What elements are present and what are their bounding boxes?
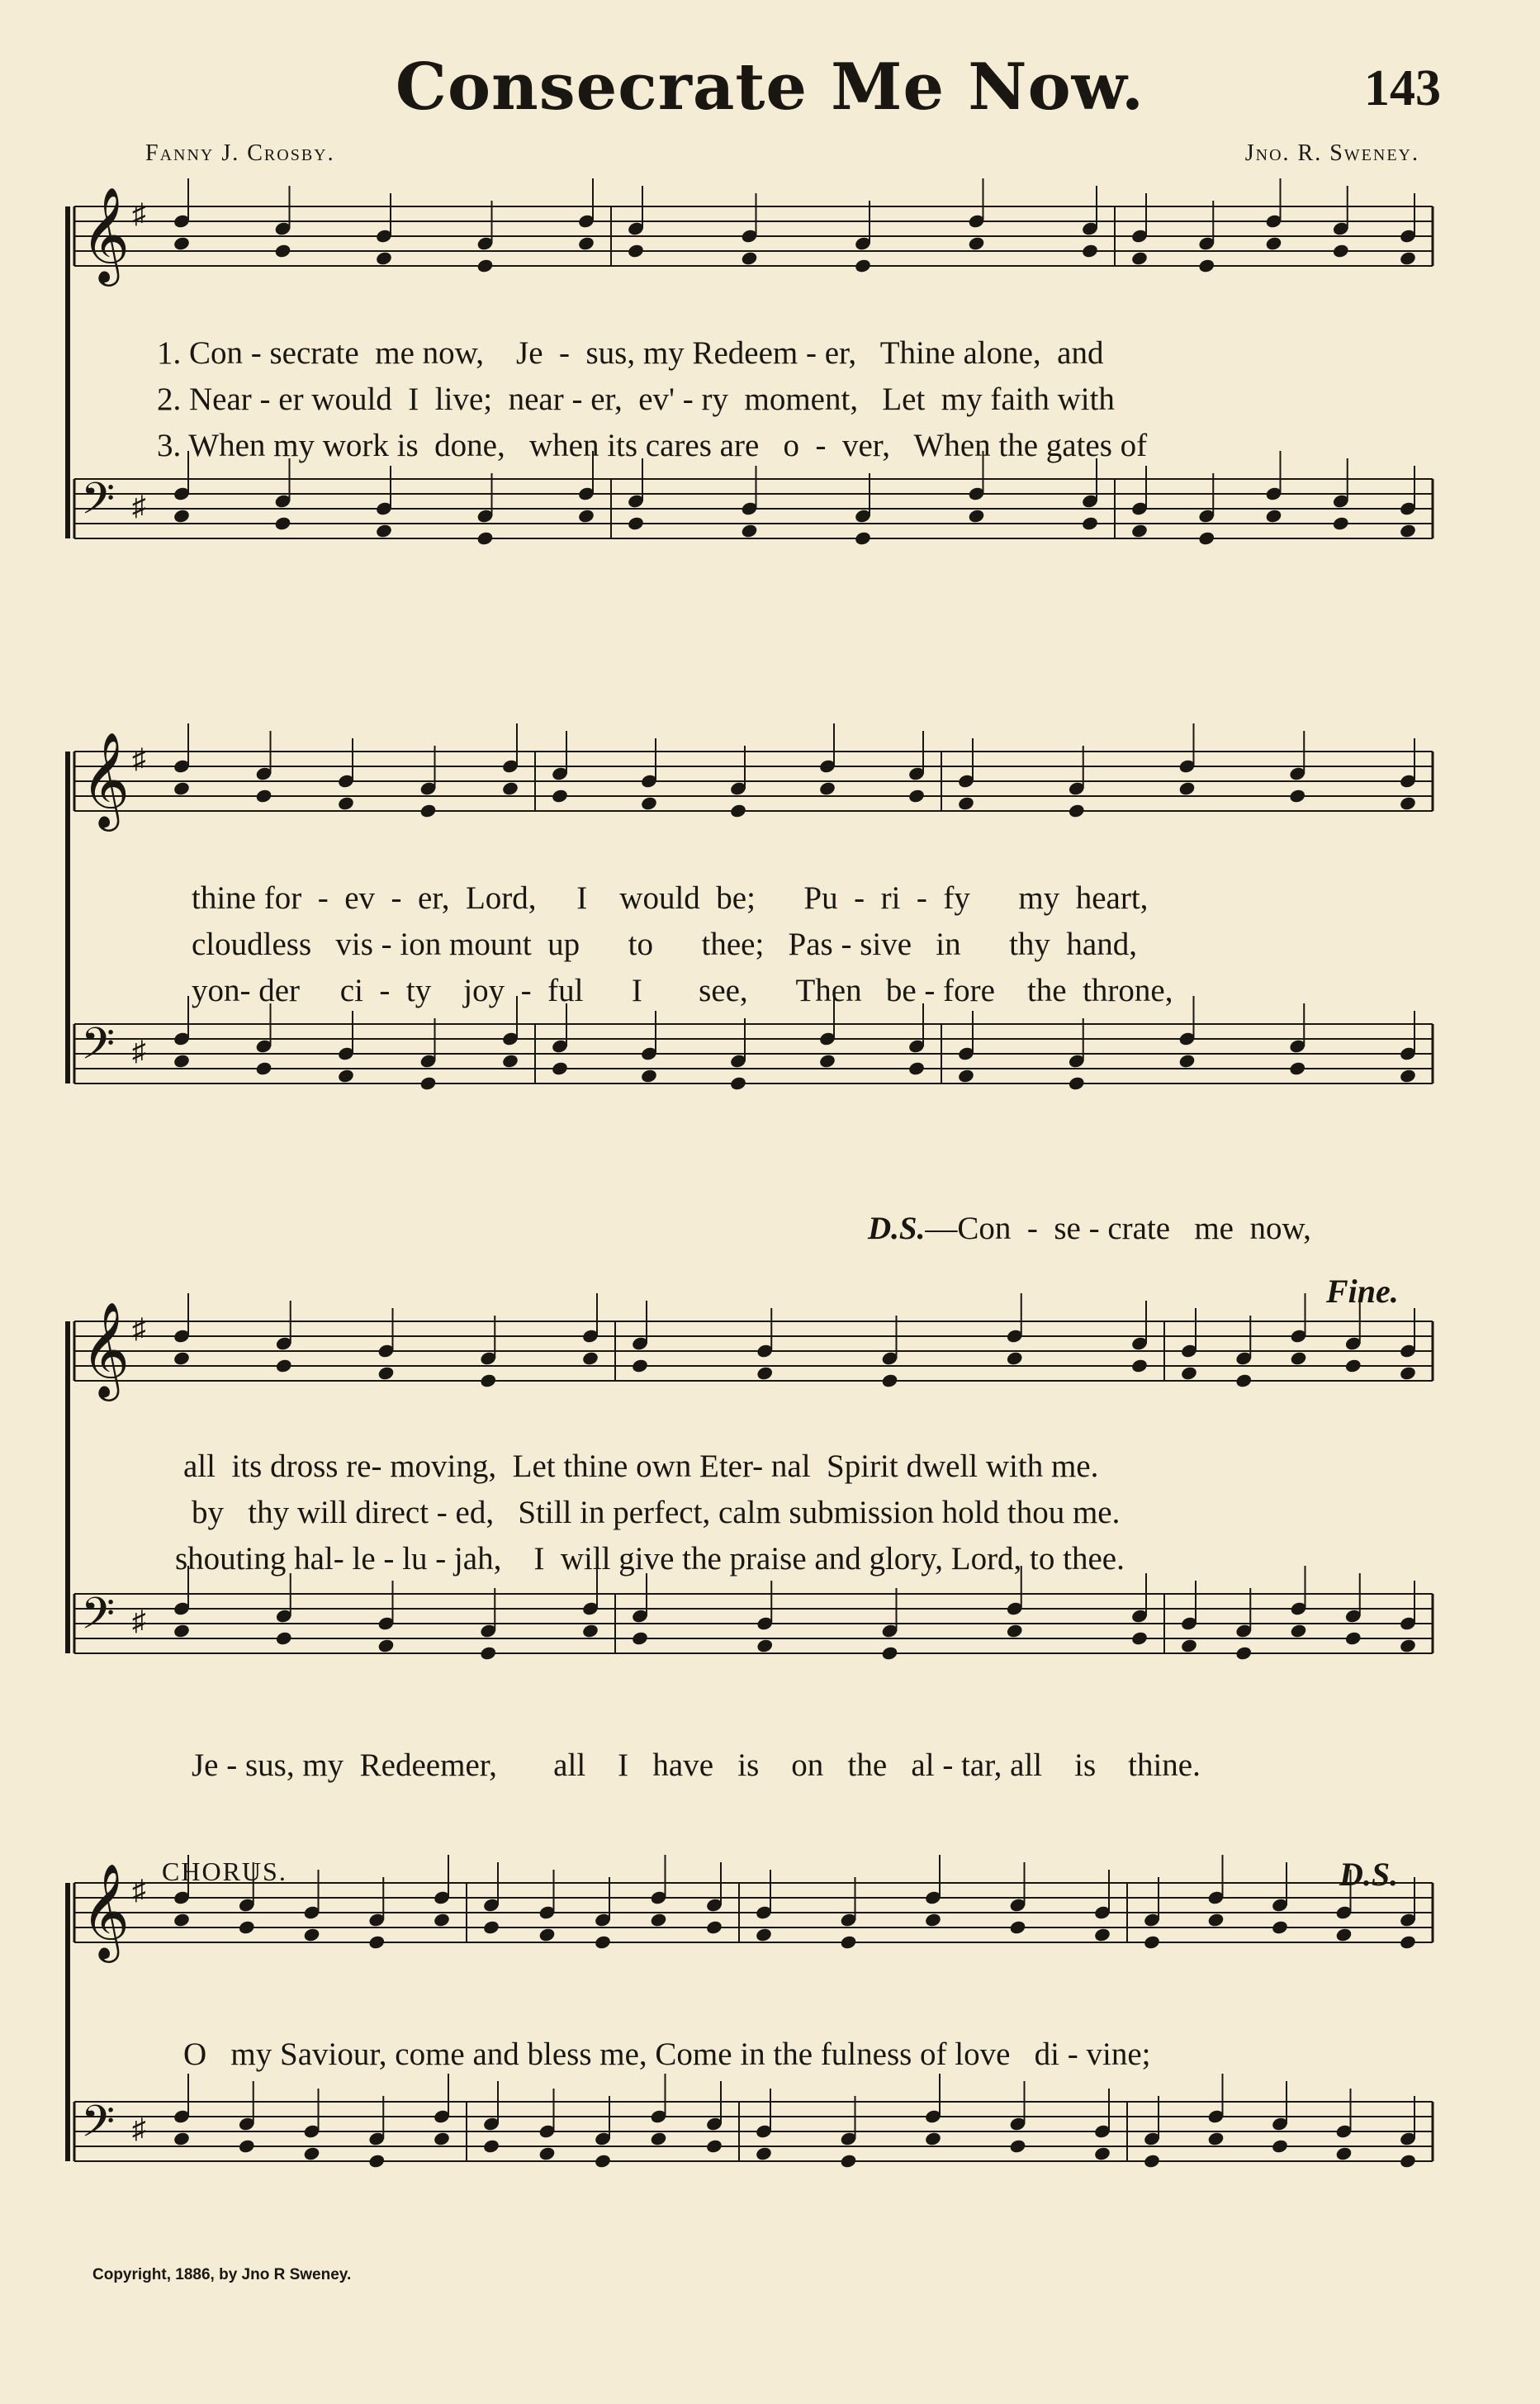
chorus-lyric-line: O my Saviour, come and bless me, Come in the fulness of love di - vine; xyxy=(183,2037,1151,2072)
ds-marking: D.S. xyxy=(1339,1856,1399,1893)
notehead xyxy=(650,2131,668,2146)
notehead xyxy=(1068,1075,1086,1091)
notehead xyxy=(1399,1638,1417,1653)
notehead xyxy=(476,258,495,273)
notehead xyxy=(1006,1623,1024,1638)
notehead xyxy=(1009,1919,1027,1935)
notehead xyxy=(650,1912,668,1927)
notehead xyxy=(741,523,759,538)
notehead xyxy=(479,1645,497,1661)
notehead xyxy=(1130,1630,1149,1646)
notehead xyxy=(476,530,495,546)
ds-text: —Con - se - crate me now, xyxy=(925,1211,1311,1246)
notehead xyxy=(1180,1365,1198,1381)
notehead xyxy=(1197,530,1215,546)
notehead xyxy=(1399,795,1417,811)
notehead xyxy=(957,1068,975,1083)
notehead xyxy=(1207,2131,1225,2146)
notehead xyxy=(755,2146,773,2161)
notehead xyxy=(741,250,759,266)
notehead xyxy=(1009,2138,1027,2154)
lyric-line-s3-v3: shouting hal- le - lu - jah, I will give the praise and glory, Lord, to thee. xyxy=(175,1541,1125,1577)
lyric-line-s1-v1: 1. Con - secrate me now, Je - sus, my Redeem - er, Thine alone, and xyxy=(157,335,1104,371)
bass-staff xyxy=(74,2074,1433,2169)
notehead xyxy=(1335,1927,1353,1942)
notehead xyxy=(631,1630,649,1646)
notehead xyxy=(968,508,986,524)
notehead xyxy=(1290,1350,1308,1366)
notehead xyxy=(705,1919,723,1935)
notehead xyxy=(1081,243,1099,258)
notehead xyxy=(538,2146,557,2161)
notehead xyxy=(367,2153,386,2169)
notehead xyxy=(337,795,355,811)
notehead xyxy=(173,1053,191,1069)
notehead xyxy=(756,1638,774,1653)
sharp-icon: ♯ xyxy=(132,2114,146,2145)
notehead xyxy=(377,1638,396,1653)
notehead xyxy=(1399,523,1417,538)
notehead xyxy=(1332,243,1350,258)
treble-staff xyxy=(74,723,1433,832)
bass-clef-icon: 𝄢 xyxy=(81,474,116,535)
notehead xyxy=(479,1373,497,1388)
notehead xyxy=(594,1934,612,1950)
notehead xyxy=(1180,1638,1198,1653)
notehead xyxy=(1130,523,1149,538)
lyric-line-s1-v2: 2. Near - er would I live; near - er, ev' - ry moment, Let my faith with xyxy=(157,382,1115,417)
notehead xyxy=(1143,1934,1161,1950)
notehead xyxy=(173,2131,191,2146)
notehead xyxy=(1234,1645,1253,1661)
notehead xyxy=(274,243,292,258)
notehead xyxy=(968,235,986,251)
notehead xyxy=(907,1060,926,1076)
notehead xyxy=(238,2138,256,2154)
notehead xyxy=(173,780,191,796)
notehead xyxy=(173,1623,191,1638)
sharp-icon: ♯ xyxy=(132,1314,146,1344)
sharp-icon: ♯ xyxy=(132,1606,146,1637)
notehead xyxy=(1178,1053,1196,1069)
bass-staff xyxy=(74,1566,1433,1662)
notehead xyxy=(1130,250,1149,266)
sharp-icon: ♯ xyxy=(132,491,146,522)
notehead xyxy=(1399,1068,1417,1083)
notehead xyxy=(1271,1919,1289,1935)
bass-clef-icon: 𝄢 xyxy=(81,2097,116,2158)
notehead xyxy=(274,515,292,531)
notehead xyxy=(375,250,393,266)
notehead xyxy=(1265,508,1283,524)
notehead xyxy=(419,1075,438,1091)
treble-staff xyxy=(74,178,1433,287)
sharp-icon: ♯ xyxy=(132,744,146,775)
notehead xyxy=(627,515,645,531)
notehead xyxy=(1130,1358,1149,1373)
notehead xyxy=(577,508,595,524)
notehead xyxy=(881,1373,899,1388)
notehead xyxy=(1335,2146,1353,2161)
notehead xyxy=(551,1060,569,1076)
notehead xyxy=(1290,1623,1308,1638)
notehead xyxy=(303,1927,321,1942)
notehead xyxy=(729,1075,747,1091)
lyric-line-s1-v3: 3. When my work is done, when its cares are o - ver, When the gates of xyxy=(157,428,1148,463)
notehead xyxy=(631,1358,649,1373)
notehead xyxy=(1081,515,1099,531)
notehead xyxy=(275,1358,293,1373)
notehead xyxy=(924,1912,942,1927)
sharp-icon: ♯ xyxy=(132,199,146,230)
lyric-line-s3-v1: all its dross re- moving, Let thine own Eter- nal Spirit dwell with me. xyxy=(183,1449,1099,1484)
notehead xyxy=(840,2153,858,2169)
sharp-icon: ♯ xyxy=(132,1875,146,1906)
notehead xyxy=(581,1623,599,1638)
ds-lyric-line-s3: Je - sus, my Redeemer, all I have is on the al - tar, all is thine. xyxy=(192,1747,1201,1783)
notehead xyxy=(640,795,658,811)
chorus-label: CHORUS. xyxy=(162,1856,287,1886)
treble-clef-icon: 𝄞 xyxy=(81,1862,130,1959)
hymn-title: Consecrate Me Now. xyxy=(395,50,1145,125)
lyric-line-s3-v2: by thy will direct - ed, Still in perfect, calm submission hold thou me. xyxy=(192,1495,1121,1530)
notehead xyxy=(1006,1350,1024,1366)
notehead xyxy=(627,243,645,258)
notehead xyxy=(907,788,926,804)
notehead xyxy=(581,1350,599,1366)
notehead xyxy=(1399,250,1417,266)
notehead xyxy=(854,530,872,546)
notehead xyxy=(1332,515,1350,531)
copyright-notice: Copyright, 1886, by Jno R Sweney. xyxy=(92,2266,352,2283)
notehead xyxy=(501,780,519,796)
treble-clef-icon: 𝄞 xyxy=(81,1301,130,1397)
notehead xyxy=(419,803,438,818)
composer-credit: Jno. R. Sweney. xyxy=(1244,140,1419,166)
notehead xyxy=(255,788,273,804)
notehead xyxy=(482,2138,500,2154)
notehead xyxy=(705,2138,723,2154)
notehead xyxy=(173,1350,191,1366)
notehead xyxy=(840,1934,858,1950)
notehead xyxy=(238,1919,256,1935)
notehead xyxy=(433,2131,451,2146)
page-number: 143 xyxy=(1364,60,1441,116)
notehead xyxy=(1234,1373,1253,1388)
notehead xyxy=(1197,258,1215,273)
notehead xyxy=(594,2153,612,2169)
notehead xyxy=(1178,780,1196,796)
notehead xyxy=(1265,235,1283,251)
notehead xyxy=(1288,788,1306,804)
notehead xyxy=(1399,2153,1417,2169)
notehead xyxy=(1288,1060,1306,1076)
notehead xyxy=(482,1919,500,1935)
notehead xyxy=(729,803,747,818)
bass-staff xyxy=(74,451,1433,547)
notehead xyxy=(818,1053,836,1069)
notehead xyxy=(173,235,191,251)
notehead xyxy=(275,1630,293,1646)
notehead xyxy=(1093,2146,1111,2161)
notehead xyxy=(375,523,393,538)
bass-staff xyxy=(74,996,1433,1092)
notehead xyxy=(854,258,872,273)
treble-clef-icon: 𝄞 xyxy=(81,731,130,827)
ds-lyric-line xyxy=(836,1173,1311,1284)
lyricist-credit: Fanny J. Crosby. xyxy=(145,140,335,166)
notehead xyxy=(924,2131,942,2146)
notehead xyxy=(173,508,191,524)
notehead xyxy=(538,1927,557,1942)
treble-clef-icon: 𝄞 xyxy=(81,186,130,282)
notehead xyxy=(1068,803,1086,818)
notehead xyxy=(756,1365,774,1381)
bass-clef-icon: 𝄢 xyxy=(81,1589,116,1650)
notehead xyxy=(577,235,595,251)
bass-clef-icon: 𝄢 xyxy=(81,1019,116,1080)
notehead xyxy=(303,2146,321,2161)
notehead xyxy=(1207,1912,1225,1927)
notehead xyxy=(1093,1927,1111,1942)
notehead xyxy=(640,1068,658,1083)
lyric-line-s2-v3: yon- der ci - ty joy - ful I see, Then be - fore the throne, xyxy=(192,973,1173,1008)
notehead xyxy=(551,788,569,804)
notehead xyxy=(433,1912,451,1927)
sharp-icon: ♯ xyxy=(132,1036,146,1067)
treble-staff xyxy=(74,1293,1433,1401)
ds-prefix: D.S. xyxy=(868,1211,926,1246)
notehead xyxy=(1271,2138,1289,2154)
notehead xyxy=(1344,1630,1362,1646)
notehead xyxy=(501,1053,519,1069)
lyric-line-s2-v2: cloudless vis - ion mount up to thee; Pas - sive in thy hand, xyxy=(192,927,1137,962)
notehead xyxy=(255,1060,273,1076)
notehead xyxy=(1399,1365,1417,1381)
notehead xyxy=(881,1645,899,1661)
notehead xyxy=(957,795,975,811)
notehead xyxy=(1143,2153,1161,2169)
notehead xyxy=(173,1912,191,1927)
fine-marking: Fine. xyxy=(1326,1273,1399,1310)
notehead xyxy=(337,1068,355,1083)
notehead xyxy=(818,780,836,796)
notehead xyxy=(367,1934,386,1950)
notehead xyxy=(755,1927,773,1942)
notehead xyxy=(1399,1934,1417,1950)
lyric-line-s2-v1: thine for - ev - er, Lord, I would be; Pu - ri - fy my heart, xyxy=(192,880,1149,916)
notehead xyxy=(377,1365,396,1381)
notehead xyxy=(1344,1358,1362,1373)
